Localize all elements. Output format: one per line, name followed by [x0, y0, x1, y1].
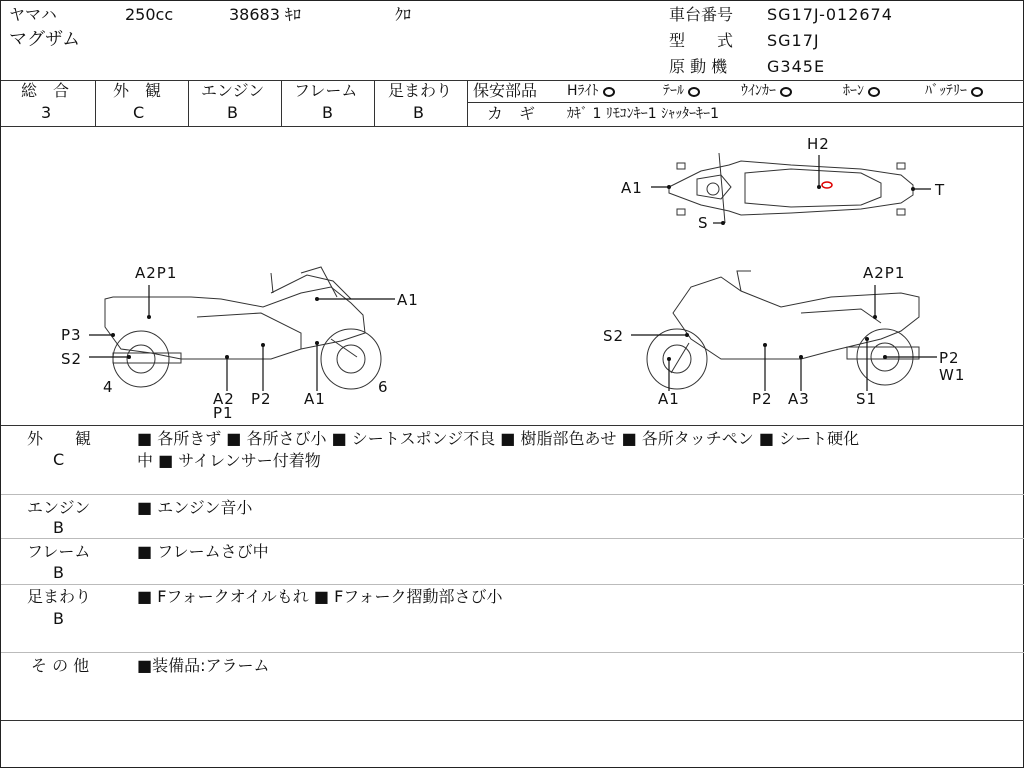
detail-engine-label: エンジン [27, 498, 91, 517]
detail-frame-label: フレーム [27, 542, 91, 561]
label-right-p2-side: P2 [939, 349, 960, 367]
divider [374, 80, 375, 126]
label-t-top: T [935, 181, 946, 199]
label-s-top: S [698, 214, 709, 232]
safety-tail: ﾃｰﾙ [663, 82, 700, 100]
detail-frame-text: ■ フレームさび中 [137, 542, 269, 561]
label-a1-top: A1 [621, 179, 643, 197]
label-right-a2p1: A2P1 [863, 264, 906, 282]
label-left-s2: S2 [61, 350, 83, 368]
check-circle-icon [780, 87, 792, 97]
color: ｸﾛ [395, 5, 412, 24]
rating-frame-label: フレーム [294, 81, 358, 100]
safety-label: 保安部品 [473, 81, 538, 100]
divider [467, 102, 1024, 103]
rating-exterior-label: 外 観 [113, 81, 162, 100]
divider [1, 584, 1024, 585]
safety-headlight: Hﾗｲﾄ [567, 82, 615, 100]
rating-engine-label: エンジン [201, 81, 265, 100]
type-label: 型 式 [669, 31, 734, 50]
rating-exterior-value: C [133, 103, 145, 122]
detail-other-text: ■装備品:アラーム [137, 656, 270, 675]
maker: ヤマハ [9, 5, 57, 24]
rating-suspension-value: B [413, 103, 424, 122]
label-right-s1: S1 [856, 390, 878, 408]
label-h2: H2 [807, 135, 830, 153]
detail-exterior-text-2: 中 ■ サイレンサー付着物 [137, 451, 321, 470]
label-left-4: 4 [103, 378, 114, 396]
chassis-value: SG17J-012674 [767, 5, 893, 24]
label-right-a3: A3 [788, 390, 810, 408]
displacement: 250cc [125, 5, 174, 24]
scooter-right-side-icon [647, 271, 919, 389]
detail-frame-grade: B [53, 563, 64, 582]
divider [1, 538, 1024, 539]
label-left-p1: P1 [213, 404, 234, 422]
scooter-left-side-icon [105, 267, 381, 389]
label-right-w1: W1 [939, 366, 966, 384]
rating-overall-value: 3 [41, 103, 52, 122]
label-left-a1-bottom: A1 [304, 390, 326, 408]
divider [1, 720, 1024, 721]
divider [95, 80, 96, 126]
engine-model-label: 原 動 機 [669, 57, 728, 76]
label-left-p2: P2 [251, 390, 272, 408]
model-name: マグザム [9, 29, 81, 50]
check-circle-icon [688, 87, 700, 97]
check-circle-icon [971, 87, 983, 97]
detail-exterior-label: 外 観 [27, 429, 92, 448]
divider [1, 652, 1024, 653]
rating-suspension-label: 足まわり [388, 81, 453, 100]
label-left-6: 6 [378, 378, 389, 396]
mileage: 38683 ｷﾛ [229, 5, 301, 24]
label-left-p3: P3 [61, 326, 82, 344]
detail-suspension-text: ■ Fフォークオイルもれ ■ Fフォーク摺動部さび小 [137, 587, 503, 606]
label-left-a2: A2 [213, 390, 235, 408]
rating-engine-value: B [227, 103, 238, 122]
label-right-a1: A1 [658, 390, 680, 408]
detail-engine-grade: B [53, 518, 64, 537]
damage-marker-icon [822, 182, 832, 188]
detail-other-label: そ の 他 [31, 656, 90, 675]
safety-horn: ﾎｰﾝ [843, 82, 880, 100]
detail-engine-text: ■ エンジン音小 [137, 498, 253, 517]
check-circle-icon [603, 87, 615, 97]
divider [281, 80, 282, 126]
label-left-a2p1: A2P1 [135, 264, 178, 282]
detail-exterior-grade: C [53, 450, 65, 469]
scooter-top-view-icon [669, 153, 913, 223]
divider [188, 80, 189, 126]
safety-winker: ｳｲﾝｶｰ [741, 82, 792, 100]
detail-exterior-text-1: ■ 各所きず ■ 各所さび小 ■ シートスポンジ不良 ■ 樹脂部色あせ ■ 各所タッチペン ■ シート硬化 [137, 429, 860, 448]
divider [1, 425, 1024, 426]
label-right-s2: S2 [603, 327, 625, 345]
label-left-a1: A1 [397, 291, 419, 309]
label-right-p2: P2 [752, 390, 773, 408]
check-circle-icon [868, 87, 880, 97]
safety-battery: ﾊﾞｯﾃﾘｰ [925, 82, 983, 100]
key-label: カ ギ [487, 104, 536, 123]
key-value: ｶｷﾞ 1 ﾘﾓｺﾝｷｰ1 ｼｬｯﾀｰｷｰ1 [567, 106, 720, 122]
divider [1, 494, 1024, 495]
engine-model-value: G345E [767, 57, 826, 76]
chassis-label: 車台番号 [669, 5, 734, 24]
divider [467, 80, 468, 126]
detail-suspension-grade: B [53, 609, 64, 628]
detail-suspension-label: 足まわり [27, 587, 92, 606]
type-value: SG17J [767, 31, 820, 50]
rating-overall-label: 総 合 [21, 81, 70, 100]
rating-frame-value: B [322, 103, 333, 122]
